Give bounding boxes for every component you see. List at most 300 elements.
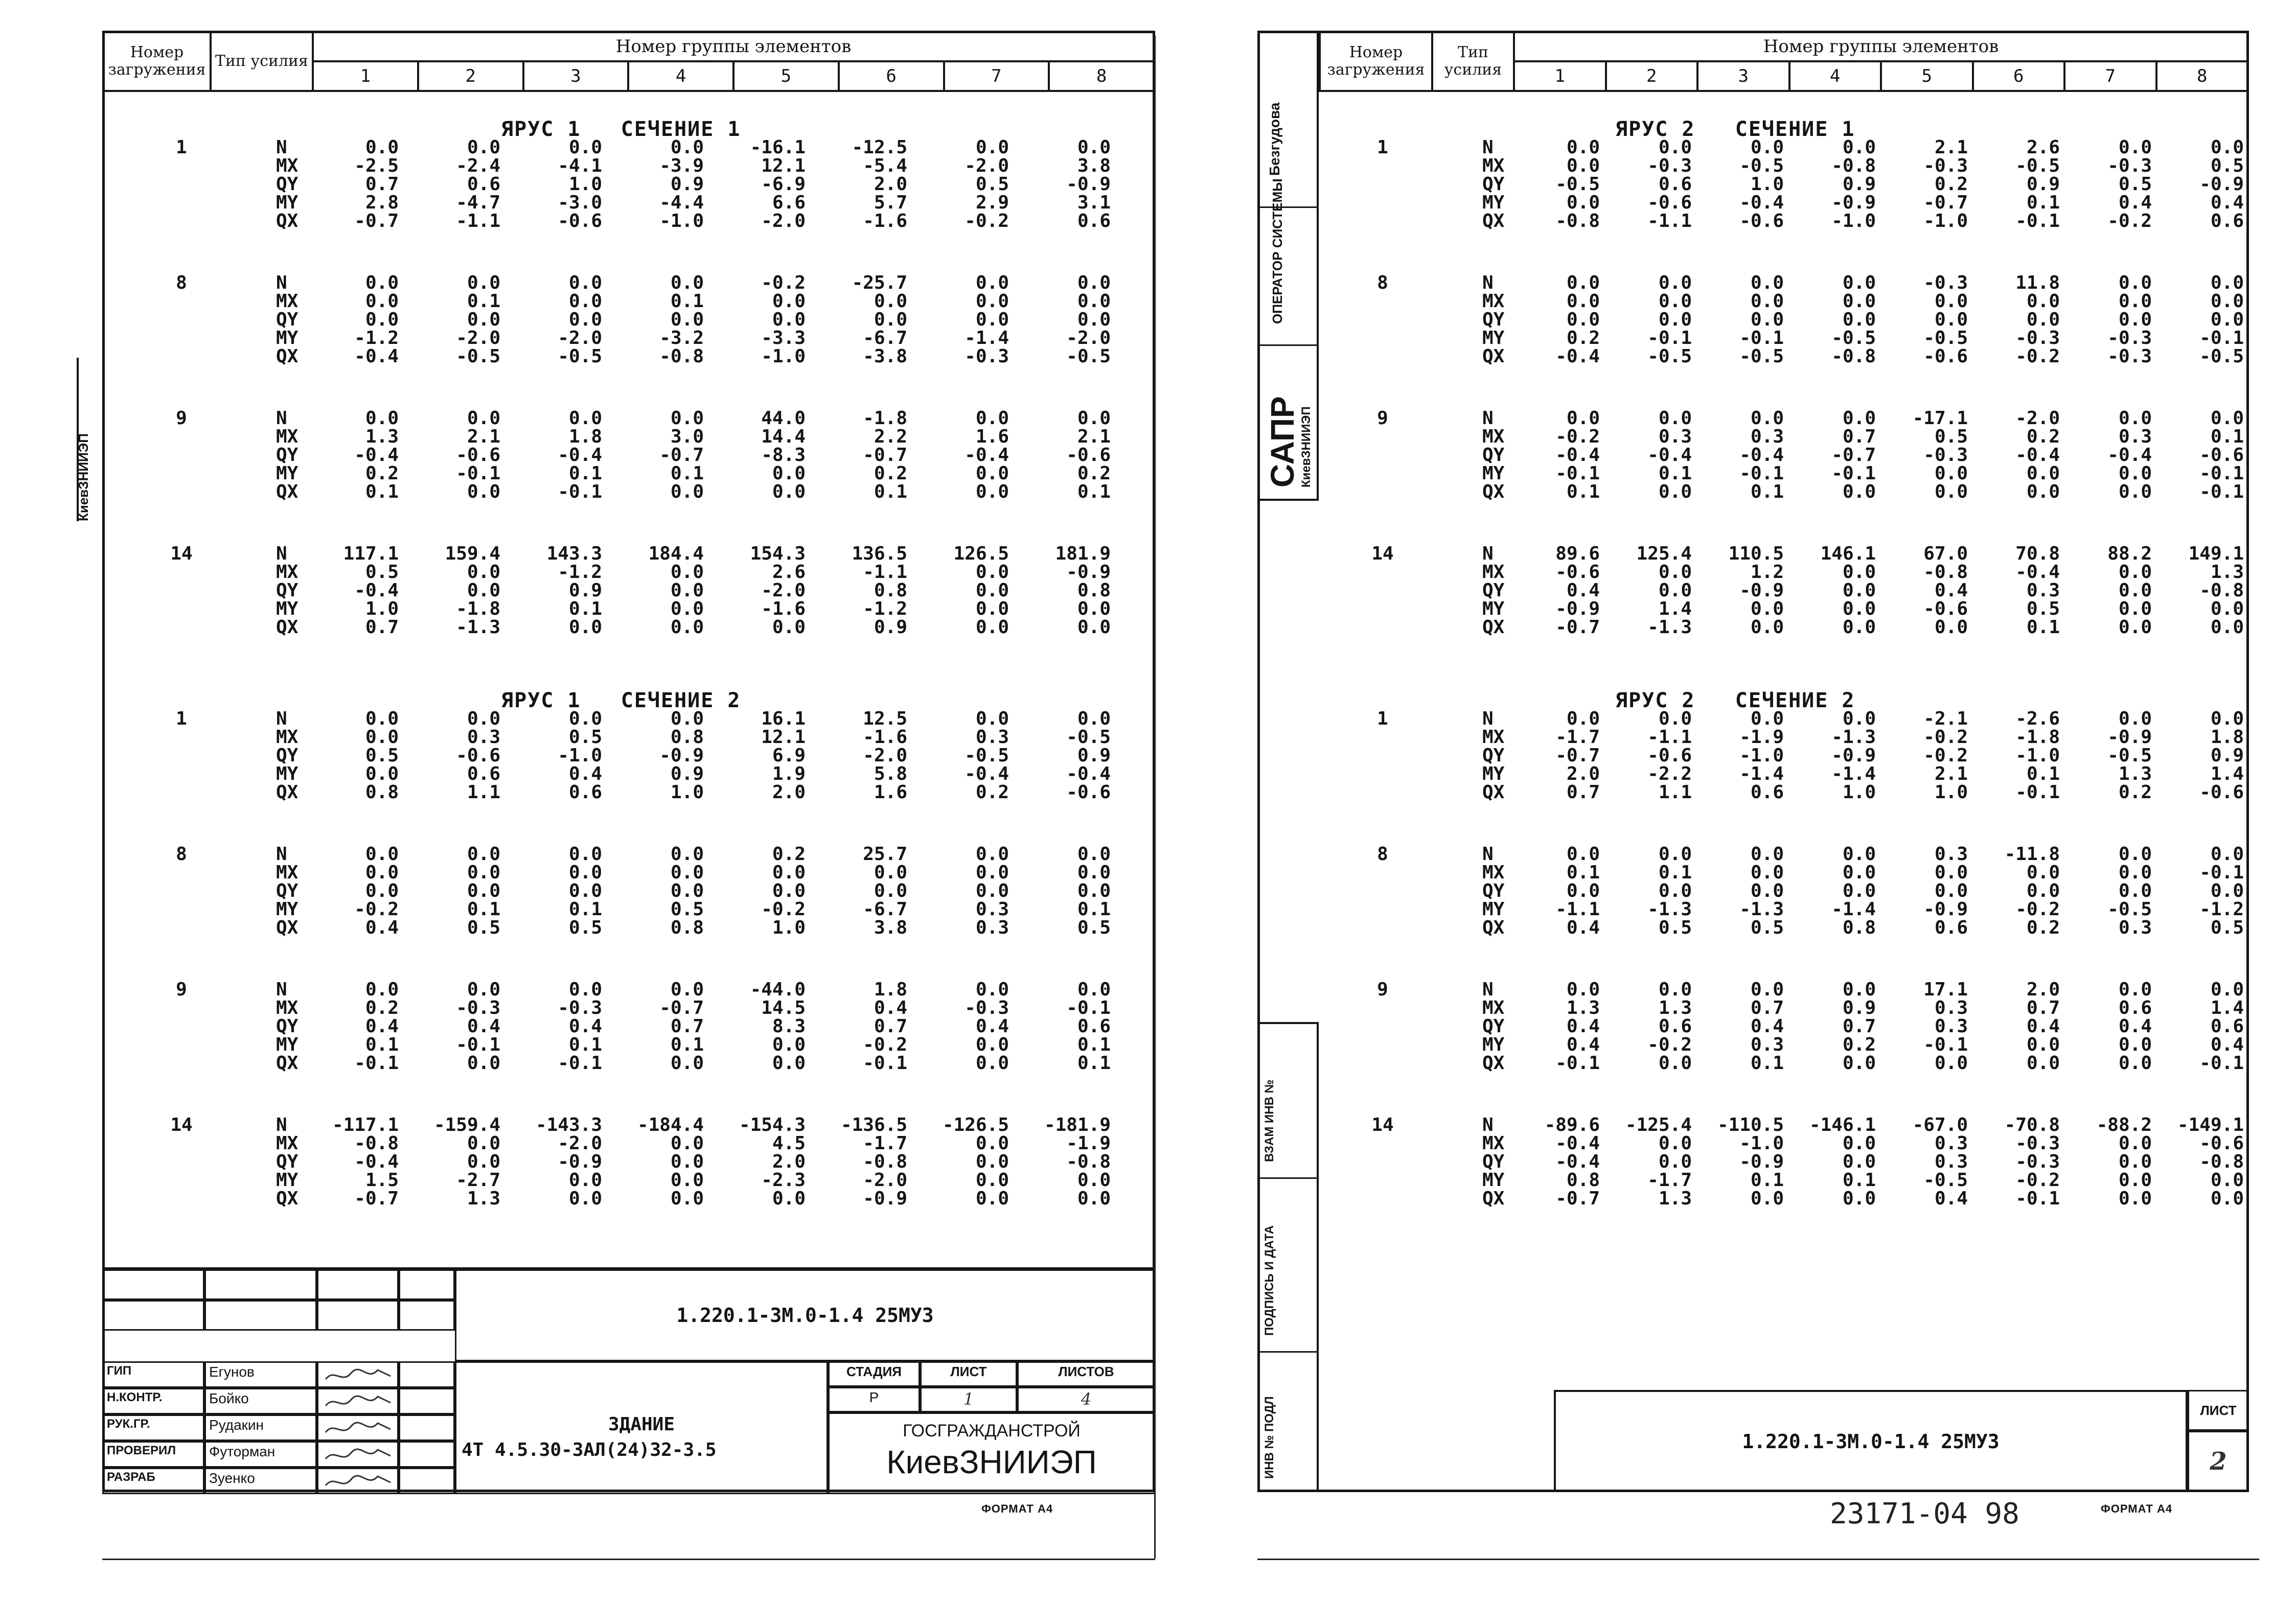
value-cell: 2.1 (1077, 426, 1111, 447)
sheet-label: ЛИСТ (920, 1361, 1017, 1387)
value-cell: -0.6 (1066, 782, 1111, 803)
value-cell: 0.0 (1842, 880, 1876, 901)
value-cell: 0.0 (467, 1151, 500, 1172)
value-cell: 0.1 (874, 481, 907, 502)
value-cell: 0.1 (1750, 481, 1784, 502)
table-row (102, 844, 1155, 865)
value-cell: 0.0 (670, 979, 704, 1000)
value-cell: 0.3 (2118, 426, 2152, 447)
value-cell: -0.3 (2107, 155, 2152, 176)
value-cell: -0.5 (1923, 1170, 1968, 1191)
value-cell: -88.2 (2096, 1115, 2152, 1135)
value-cell: -0.5 (1739, 155, 1784, 176)
value-cell: -159.4 (433, 1115, 500, 1135)
col-7: 7 (944, 61, 1049, 91)
value-cell: 0.1 (1658, 862, 1692, 883)
value-cell: 0.9 (874, 617, 907, 638)
value-cell: 0.0 (2210, 844, 2244, 865)
value-cell: -0.9 (2199, 174, 2244, 195)
date-cell (399, 1468, 455, 1494)
force-type: MY (276, 192, 299, 213)
value-cell: -0.7 (1555, 745, 1600, 766)
value-cell: -143.3 (535, 1115, 602, 1135)
value-cell: 0.0 (1566, 979, 1600, 1000)
force-type: QY (276, 309, 299, 330)
value-cell: -0.6 (456, 745, 500, 766)
value-cell: 0.7 (670, 1016, 704, 1037)
value-cell: -4.7 (456, 192, 500, 213)
value-cell: 0.9 (670, 763, 704, 784)
value-cell: -2.0 (863, 1170, 907, 1191)
value-cell: 0.0 (365, 309, 399, 330)
value-cell: -0.8 (1831, 155, 1876, 176)
table-row (102, 1034, 1155, 1053)
handwritten-signature (322, 1390, 393, 1413)
load-case-number: 14 (170, 543, 193, 564)
load-case-number: 14 (1371, 1115, 1394, 1135)
value-cell: 0.0 (1077, 1170, 1111, 1191)
value-cell: 0.1 (568, 463, 602, 484)
value-cell: -2.0 (1066, 328, 1111, 349)
value-cell: 1.0 (568, 174, 602, 195)
person-name: Бойко (204, 1388, 317, 1414)
value-cell: 0.0 (1842, 862, 1876, 883)
value-cell: 0.0 (2118, 463, 2152, 484)
value-cell: 2.0 (772, 782, 806, 803)
value-cell: 0.5 (568, 917, 602, 938)
value-cell: -0.3 (1923, 445, 1968, 466)
value-cell: 0.0 (874, 862, 907, 883)
value-cell: -89.6 (1544, 1115, 1600, 1135)
value-cell: 0.0 (568, 408, 602, 429)
value-cell: 0.0 (1658, 1133, 1692, 1154)
value-cell: 0.5 (1658, 917, 1692, 938)
value-cell: 0.0 (2118, 291, 2152, 312)
value-cell: 0.0 (1077, 880, 1111, 901)
force-type: MX (1482, 426, 1505, 447)
value-cell: 0.3 (975, 917, 1009, 938)
value-cell: 1.4 (2210, 997, 2244, 1018)
value-cell: 0.0 (1750, 880, 1784, 901)
role-label: Н.КОНТР. (102, 1388, 204, 1414)
value-cell: -0.9 (1739, 1151, 1784, 1172)
building-box (455, 1361, 828, 1494)
value-cell: 0.0 (467, 580, 500, 601)
value-cell: -0.5 (2015, 155, 2060, 176)
value-cell: -1.4 (1831, 763, 1876, 784)
value-cell: -1.3 (456, 617, 500, 638)
value-cell: -0.1 (1555, 463, 1600, 484)
force-type: MX (276, 562, 299, 583)
force-type: N (1482, 272, 1494, 293)
value-cell: 0.0 (1842, 408, 1876, 429)
value-cell: -0.4 (1555, 1151, 1600, 1172)
value-cell: 0.0 (1934, 309, 1968, 330)
force-type: MY (1482, 328, 1505, 349)
value-cell: -2.0 (761, 580, 806, 601)
value-cell: 0.0 (975, 708, 1009, 729)
force-type: N (276, 543, 287, 564)
value-cell: 0.0 (2210, 408, 2244, 429)
value-cell: -2.6 (2015, 708, 2060, 729)
value-cell: 143.3 (546, 543, 602, 564)
value-cell: 0.4 (467, 1016, 500, 1037)
value-cell: 0.0 (2118, 598, 2152, 619)
value-cell: 0.4 (365, 917, 399, 938)
value-cell: -1.0 (1923, 211, 1968, 231)
value-cell: -2.5 (354, 155, 399, 176)
left-table-header (102, 31, 1155, 92)
table-row (1257, 763, 2249, 782)
table-row (102, 763, 1155, 782)
value-cell: 0.0 (365, 291, 399, 312)
value-cell: -0.1 (2199, 328, 2244, 349)
value-cell: -0.7 (1555, 617, 1600, 638)
value-cell: 0.0 (2210, 272, 2244, 293)
value-cell: 0.4 (1566, 917, 1600, 938)
value-cell: 0.0 (2118, 481, 2152, 502)
value-cell: 0.0 (1842, 272, 1876, 293)
value-cell: 2.8 (365, 192, 399, 213)
value-cell: -4.4 (659, 192, 704, 213)
value-cell: 0.4 (1566, 1016, 1600, 1037)
force-type: N (1482, 1115, 1494, 1135)
force-type: QY (276, 1016, 299, 1037)
value-cell: 2.1 (467, 426, 500, 447)
force-type: QY (276, 880, 299, 901)
right-sidebar-bottom (1257, 1022, 1319, 1492)
value-cell: 0.6 (467, 174, 500, 195)
value-cell: 2.1 (1934, 763, 1968, 784)
value-cell: 1.6 (975, 426, 1009, 447)
force-type: QY (1482, 174, 1505, 195)
value-cell: -1.6 (863, 211, 907, 231)
format-note: ФОРМАТ А4 (2101, 1502, 2173, 1515)
force-type: QY (1482, 309, 1505, 330)
value-cell: 0.0 (670, 481, 704, 502)
value-cell: 0.0 (2118, 708, 2152, 729)
value-cell: 0.4 (2026, 1016, 2060, 1037)
value-cell: 146.1 (1820, 543, 1876, 564)
value-cell: 0.0 (1658, 309, 1692, 330)
force-type: MY (1482, 899, 1505, 920)
table-row (102, 997, 1155, 1016)
sheet-number: 2 (2188, 1431, 2249, 1492)
stage-value: Р (828, 1387, 920, 1412)
value-cell: 0.0 (2026, 880, 2060, 901)
value-cell: -136.5 (840, 1115, 907, 1135)
col-1: 1 (313, 61, 418, 91)
value-cell: 0.5 (1750, 917, 1784, 938)
handwritten-signature (322, 1417, 393, 1440)
value-cell: 0.2 (365, 997, 399, 1018)
force-type: MX (276, 997, 299, 1018)
value-cell: -0.1 (2015, 782, 2060, 803)
table-row (1257, 1188, 2249, 1209)
value-cell: 0.0 (2210, 979, 2244, 1000)
value-cell: -17.1 (1912, 408, 1968, 429)
value-cell: 3.1 (1077, 192, 1111, 213)
force-type: MX (1482, 291, 1505, 312)
value-cell: 0.0 (1077, 617, 1111, 638)
table-row (102, 1133, 1155, 1154)
value-cell: 0.0 (2210, 617, 2244, 638)
value-cell: 0.0 (670, 617, 704, 638)
value-cell: 1.8 (568, 426, 602, 447)
value-cell: 0.0 (1658, 562, 1692, 583)
table-row (102, 782, 1155, 803)
table-row (102, 192, 1155, 211)
value-cell: -0.2 (863, 1034, 907, 1055)
value-cell: -0.5 (558, 346, 602, 367)
load-case-number: 1 (1377, 708, 1388, 729)
value-cell: 0.0 (1750, 708, 1784, 729)
value-cell: 0.0 (2026, 463, 2060, 484)
value-cell: -0.2 (2107, 211, 2152, 231)
building-code: 4Т 4.5.30-3АЛ(24)32-3.5 (462, 1440, 717, 1460)
table-row (102, 328, 1155, 349)
value-cell: -0.9 (659, 745, 704, 766)
value-cell: 70.8 (2015, 543, 2060, 564)
value-cell: 3.8 (1077, 155, 1111, 176)
section-title: ЯРУС 1 СЕЧЕНИЕ 2 (501, 689, 741, 712)
value-cell: 0.0 (772, 880, 806, 901)
value-cell: -0.4 (1739, 445, 1784, 466)
table-row (102, 211, 1155, 229)
value-cell: 0.3 (1934, 844, 1968, 865)
side-org-label: КиевЗНИИЭП (76, 433, 91, 521)
table-row (1257, 917, 2249, 936)
value-cell: 0.3 (1934, 1016, 1968, 1037)
value-cell: 0.0 (2118, 1151, 2152, 1172)
value-cell: -6.9 (761, 174, 806, 195)
force-type: MX (1482, 155, 1505, 176)
col-5: 5 (1881, 61, 1973, 91)
force-type: MX (276, 727, 299, 748)
value-cell: 0.2 (1566, 328, 1600, 349)
value-cell: 0.0 (772, 463, 806, 484)
value-cell: 0.0 (467, 708, 500, 729)
value-cell: -0.2 (1923, 745, 1968, 766)
value-cell: 0.1 (467, 291, 500, 312)
value-cell: 1.1 (1658, 782, 1692, 803)
value-cell: 0.6 (1077, 211, 1111, 231)
value-cell: 0.9 (1842, 997, 1876, 1018)
value-cell: 0.7 (1842, 1016, 1876, 1037)
value-cell: 0.0 (467, 309, 500, 330)
value-cell: 0.0 (975, 408, 1009, 429)
force-type: N (1482, 844, 1494, 865)
value-cell: -0.3 (2015, 328, 2060, 349)
value-cell: 0.0 (365, 844, 399, 865)
value-cell: 0.0 (772, 1034, 806, 1055)
value-cell: 2.6 (2026, 137, 2060, 158)
value-cell: 0.3 (2026, 580, 2060, 601)
value-cell: 0.0 (670, 598, 704, 619)
value-cell: 0.0 (467, 1053, 500, 1074)
value-cell: -1.6 (761, 598, 806, 619)
value-cell: 0.0 (772, 309, 806, 330)
value-cell: -0.5 (1647, 346, 1692, 367)
value-cell: 0.0 (1750, 617, 1784, 638)
table-row (1257, 1151, 2249, 1170)
value-cell: -0.9 (1066, 174, 1111, 195)
value-cell: 0.5 (670, 899, 704, 920)
value-cell: -0.7 (1555, 1188, 1600, 1209)
value-cell: 0.8 (670, 917, 704, 938)
force-type: QX (276, 346, 299, 367)
value-cell: 1.9 (772, 763, 806, 784)
value-cell: -2.0 (558, 1133, 602, 1154)
value-cell: 0.0 (874, 309, 907, 330)
value-cell: 0.0 (1658, 137, 1692, 158)
value-cell: 0.1 (670, 291, 704, 312)
building-title: ЗДАНИЕ (608, 1414, 675, 1435)
value-cell: 0.0 (772, 291, 806, 312)
table-row (1257, 899, 2249, 920)
value-cell: -1.0 (1739, 1133, 1784, 1154)
force-type: QX (276, 782, 299, 803)
value-cell: 0.6 (2210, 211, 2244, 231)
value-cell: 0.0 (2026, 291, 2060, 312)
value-cell: 1.3 (2118, 763, 2152, 784)
sheets-value: 4 (1017, 1387, 1155, 1412)
value-cell: 2.0 (1566, 763, 1600, 784)
value-cell: 0.0 (365, 708, 399, 729)
value-cell: 0.0 (1077, 598, 1111, 619)
load-case-number: 8 (176, 272, 187, 293)
force-type: QX (276, 1188, 299, 1209)
value-cell: 0.0 (1658, 580, 1692, 601)
value-cell: 0.0 (2118, 1133, 2152, 1154)
value-cell: -4.1 (558, 155, 602, 176)
table-row (1257, 598, 2249, 617)
value-cell: -0.4 (1555, 445, 1600, 466)
value-cell: 0.0 (975, 979, 1009, 1000)
value-cell: 0.0 (670, 1053, 704, 1074)
value-cell: 0.0 (467, 862, 500, 883)
value-cell: 0.1 (2026, 763, 2060, 784)
value-cell: 1.8 (2210, 727, 2244, 748)
table-row (1257, 309, 2249, 328)
value-cell: 0.1 (1658, 463, 1692, 484)
force-type: MY (276, 899, 299, 920)
value-cell: 0.0 (2118, 880, 2152, 901)
value-cell: -25.7 (852, 272, 907, 293)
value-cell: 0.0 (1750, 844, 1784, 865)
value-cell: 0.0 (467, 562, 500, 583)
value-cell: -0.5 (1831, 328, 1876, 349)
value-cell: 0.7 (1566, 782, 1600, 803)
value-cell: -0.7 (1831, 445, 1876, 466)
value-cell: -3.0 (558, 192, 602, 213)
value-cell: -0.1 (1555, 1053, 1600, 1074)
sheet-value: 1 (920, 1387, 1017, 1412)
table-row (1257, 844, 2249, 865)
section-title: ЯРУС 2 СЕЧЕНИЕ 1 (1615, 118, 1855, 141)
value-cell: 0.0 (975, 562, 1009, 583)
value-cell: -2.4 (456, 155, 500, 176)
table-row (1257, 1034, 2249, 1053)
value-cell: 0.0 (670, 580, 704, 601)
value-cell: -1.9 (1066, 1133, 1111, 1154)
value-cell: -12.5 (852, 137, 907, 158)
table-row (1257, 880, 2249, 899)
load-case-number: 9 (176, 979, 187, 1000)
value-cell: 0.0 (568, 862, 602, 883)
value-cell: -0.4 (1555, 1133, 1600, 1154)
table-row (1257, 1016, 2249, 1037)
value-cell: 0.7 (874, 1016, 907, 1037)
value-cell: 0.0 (2118, 844, 2152, 865)
value-cell: -0.5 (456, 346, 500, 367)
value-cell: -0.4 (558, 445, 602, 466)
value-cell: 1.0 (1934, 782, 1968, 803)
value-cell: -70.8 (2004, 1115, 2060, 1135)
value-cell: 0.4 (975, 1016, 1009, 1037)
table-row (102, 708, 1155, 727)
col-8: 8 (2156, 61, 2248, 91)
value-cell: 0.0 (568, 708, 602, 729)
value-cell: 0.0 (670, 408, 704, 429)
value-cell: 0.0 (975, 463, 1009, 484)
force-type-header: Тип усилия (1432, 32, 1514, 91)
force-type: QX (276, 917, 299, 938)
value-cell: 1.4 (1658, 598, 1692, 619)
value-cell: 0.1 (1750, 1053, 1784, 1074)
value-cell: -0.1 (1739, 328, 1784, 349)
table-row (102, 463, 1155, 484)
force-type: N (1482, 137, 1494, 158)
value-cell: -1.7 (1555, 727, 1600, 748)
load-case-number: 1 (1377, 137, 1388, 158)
value-cell: 0.1 (1077, 1053, 1111, 1074)
value-cell: -0.8 (1555, 211, 1600, 231)
value-cell: -0.2 (1923, 727, 1968, 748)
value-cell: 0.0 (1658, 291, 1692, 312)
value-cell: 0.2 (1077, 463, 1111, 484)
force-type: QY (276, 1151, 299, 1172)
table-row (1257, 211, 2249, 229)
table-row (102, 880, 1155, 899)
value-cell: 0.6 (2210, 1016, 2244, 1037)
value-cell: 0.2 (365, 463, 399, 484)
value-cell: 0.3 (1750, 1034, 1784, 1055)
value-cell: 0.5 (2210, 155, 2244, 176)
value-cell: 0.0 (568, 617, 602, 638)
handwritten-signature (322, 1470, 393, 1493)
value-cell: 0.0 (467, 272, 500, 293)
value-cell: 0.0 (2118, 408, 2152, 429)
value-cell: 0.0 (467, 979, 500, 1000)
value-cell: 2.0 (874, 174, 907, 195)
value-cell: -0.3 (456, 997, 500, 1018)
force-type: MX (1482, 1133, 1505, 1154)
group-no-header: Номер группы элементов (313, 32, 1154, 61)
value-cell: -11.8 (2004, 844, 2060, 865)
value-cell: -117.1 (332, 1115, 399, 1135)
value-cell: 0.0 (1658, 272, 1692, 293)
value-cell: 0.0 (2118, 617, 2152, 638)
value-cell: -0.4 (965, 445, 1009, 466)
value-cell: -0.9 (1831, 745, 1876, 766)
value-cell: -0.4 (2015, 445, 2060, 466)
load-case-number: 8 (1377, 272, 1388, 293)
force-type: QY (1482, 1151, 1505, 1172)
value-cell: 8.3 (772, 1016, 806, 1037)
value-cell: 0.0 (1750, 272, 1784, 293)
value-cell: -1.1 (1647, 211, 1692, 231)
